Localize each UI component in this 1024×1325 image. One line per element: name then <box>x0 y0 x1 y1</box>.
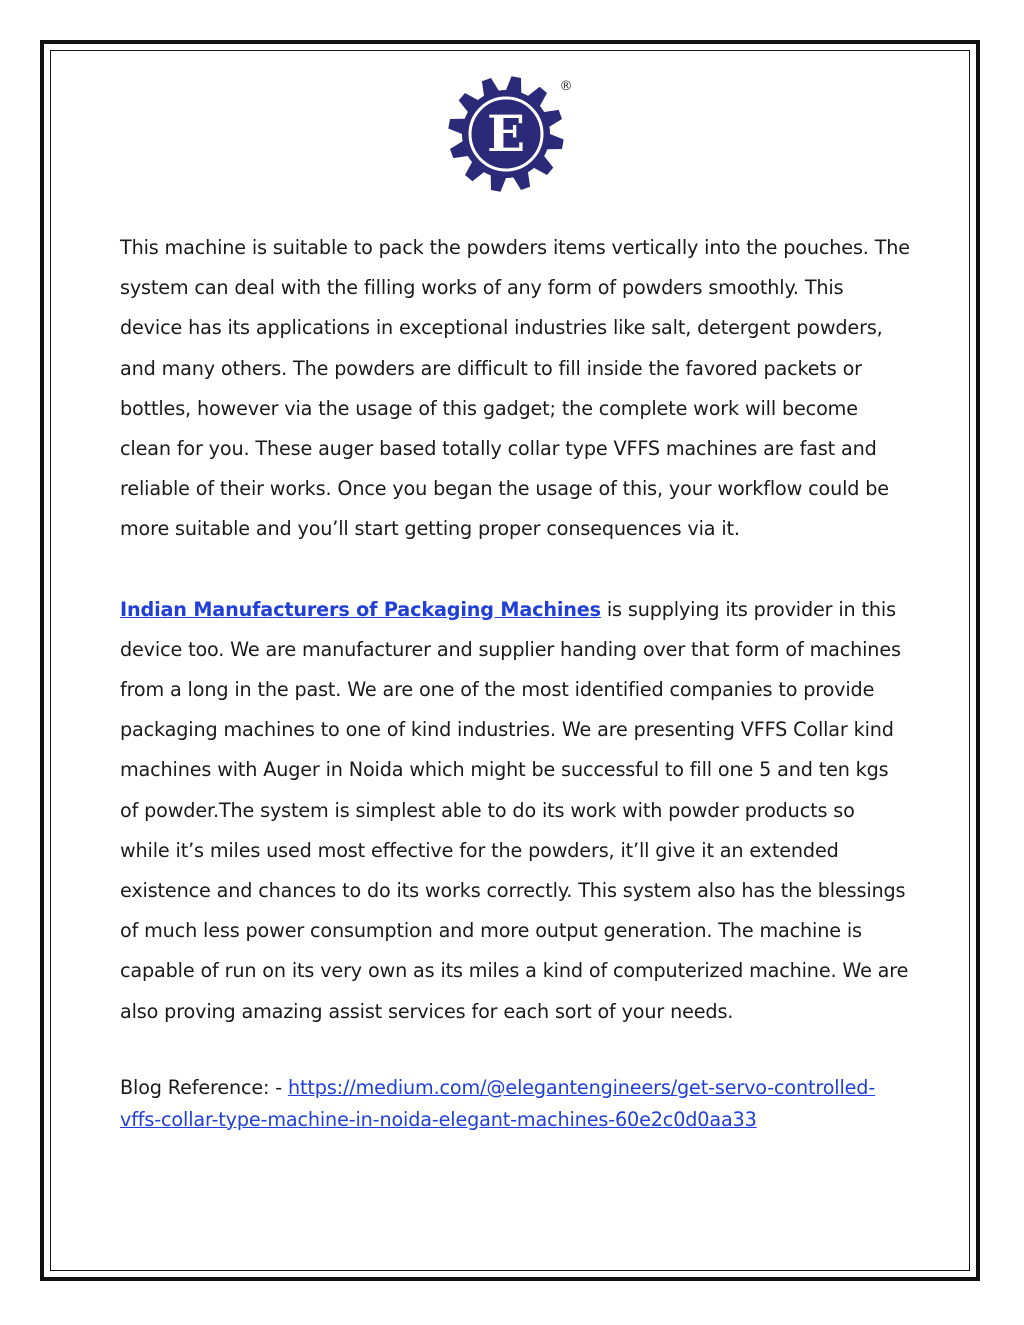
blog-reference <box>120 1072 910 1136</box>
reference-link[interactable]: https://medium.com/@elegantengineers/get-servo-controlled-vffs-collar-type-machine-in-noida-elegant-machines-60e2c0d0aa33 <box>120 1075 876 1131</box>
registered-mark: ® <box>559 79 573 94</box>
paragraph-company <box>120 590 910 1032</box>
paragraph-intro: This machine is suitable to pack the powders items vertically into the pouches. The system can deal with the filling works of any form of powders smoothly. This device has its applications in exceptional industries like salt, detergent powders, and many others. The powders are difficult to fill inside the favored packets or bottles, however via the usage of this gadget; the complete work will become clean for you. These auger based totally collar type VFFS machines are fast and reliable of their works. Once you began the usage of this, your workflow could be more suitable and you’ll start getting proper consequences via it. <box>120 236 910 541</box>
document-body <box>120 228 910 1176</box>
company-logo-gear-icon <box>440 72 580 192</box>
reference-separator: : - <box>263 1075 289 1099</box>
paragraph-company-text: is supplying its provider in this device too. We are manufacturer and supplier handing over that form of machines from a long in the past. We are one of the most identified companies to provide packaging machines to one of kind industries. We are presenting VFFS Collar kind machines with Auger in Noida which might be successful to fill one 5 and ten kgs of powder.The system is simplest able to do its work with powder products so while it’s miles used most effective for the powders, it’ll give it an extended existence and chances to do its works correctly. This system also has the blessings of much less power consumption and more output generation. The machine is capable of run on its very own as its miles a kind of computerized machine. We are also proving amazing assist services for each sort of your needs. <box>120 597 909 1023</box>
reference-label: Blog Reference <box>120 1075 264 1099</box>
logo-letter: E <box>486 104 526 163</box>
manufacturers-link[interactable]: Indian Manufacturers of Packaging Machines <box>120 597 601 621</box>
